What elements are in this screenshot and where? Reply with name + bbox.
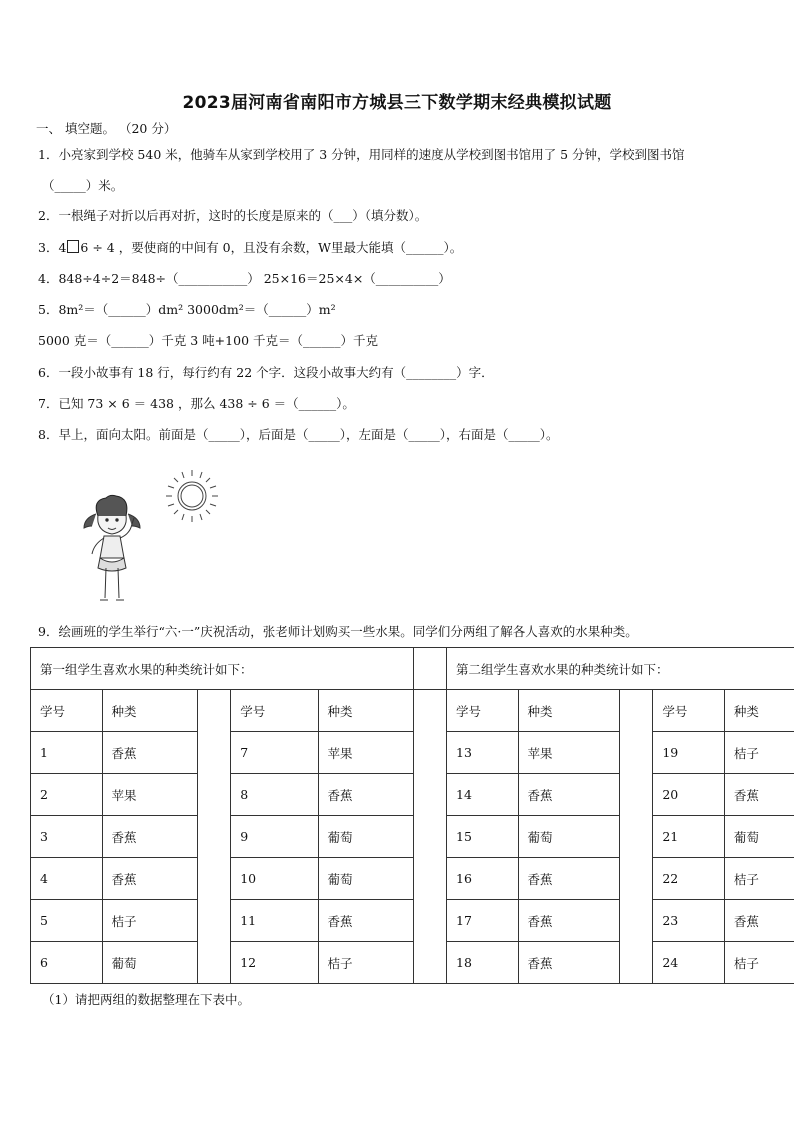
table-spacer [619, 690, 653, 984]
column-header-number: 学号 [447, 690, 519, 732]
question-5-line-2: 5000 克＝（______）千克 3 吨+100 千克＝（______）千克 [38, 333, 378, 348]
student-number: 21 [653, 816, 725, 858]
question-9: 9．绘画班的学生举行“六·一”庆祝活动，张老师计划购买一些水果。同学们分两组了解各人喜欢的水果种类。 [38, 624, 638, 639]
student-number: 9 [231, 816, 318, 858]
table-row [31, 732, 794, 774]
student-number: 22 [653, 858, 725, 900]
student-number: 12 [231, 942, 318, 984]
table-row [31, 942, 794, 984]
table-spacer [197, 690, 231, 984]
student-number: 6 [31, 942, 103, 984]
fruit-type: 桔子 [318, 942, 413, 984]
question-2: 2．一根绳子对折以后再对折，这时的长度是原来的（___）（填分数）。 [38, 208, 428, 223]
question-1-line-1: 1．小亮家到学校 540 米，他骑车从家到学校用了 3 分钟，用同样的速度从学校到图书馆用了 5 分钟，学校到图书馆 [38, 147, 685, 162]
student-number: 4 [31, 858, 103, 900]
fruit-type: 香蕉 [318, 900, 413, 942]
column-header-number: 学号 [653, 690, 725, 732]
page-title: 2023届河南省南阳市方城县三下数学期末经典模拟试题 [182, 93, 612, 113]
sun-icon [166, 470, 218, 522]
fruit-type: 香蕉 [318, 774, 413, 816]
section-heading: 一、 填空题。 （20 分） [36, 121, 177, 136]
fruit-type: 桔子 [724, 858, 794, 900]
fruit-type: 香蕉 [724, 774, 794, 816]
table-row [31, 900, 794, 942]
group-1-title: 第一组学生喜欢水果的种类统计如下： [31, 648, 414, 690]
table-spacer [413, 690, 446, 984]
student-number: 15 [447, 816, 519, 858]
blank-box-icon [67, 240, 79, 253]
column-header-type: 种类 [518, 690, 619, 732]
question-8: 8．早上，面向太阳。前面是（_____），后面是（_____），左面是（_____），右面是（_____）。 [38, 427, 559, 442]
fruit-type: 桔子 [102, 900, 197, 942]
student-number: 10 [231, 858, 318, 900]
table-row [31, 774, 794, 816]
table-spacer [413, 648, 446, 690]
fruit-type: 葡萄 [518, 816, 619, 858]
question-6: 6．一段小故事有 18 行，每行约有 22 个字．这段小故事大约有（________）字． [38, 365, 494, 380]
student-number: 23 [653, 900, 725, 942]
student-number: 1 [31, 732, 103, 774]
student-number: 24 [653, 942, 725, 984]
column-header-type: 种类 [318, 690, 413, 732]
column-header-number: 学号 [231, 690, 318, 732]
student-number: 19 [653, 732, 725, 774]
fruit-type: 桔子 [724, 732, 794, 774]
student-number: 2 [31, 774, 103, 816]
student-number: 20 [653, 774, 725, 816]
student-number: 18 [447, 942, 519, 984]
student-number: 13 [447, 732, 519, 774]
group-2-title: 第二组学生喜欢水果的种类统计如下： [447, 648, 794, 690]
fruit-type: 香蕉 [724, 900, 794, 942]
fruit-type: 香蕉 [102, 732, 197, 774]
student-number: 14 [447, 774, 519, 816]
fruit-type: 香蕉 [518, 942, 619, 984]
question-5-line-1: 5．8m²＝（______）dm² 3000dm²＝（______）m² [38, 302, 336, 317]
fruit-type: 桔子 [724, 942, 794, 984]
fruit-type: 苹果 [518, 732, 619, 774]
student-number: 5 [31, 900, 103, 942]
column-header-type: 种类 [102, 690, 197, 732]
question-3-suffix: 6 ÷ 4 ，要使商的中间有 0，且没有余数，W里最大能填（______）。 [80, 240, 463, 255]
table-row [31, 858, 794, 900]
girl-and-sun-illustration [38, 462, 234, 614]
question-3 [38, 240, 462, 256]
column-header-number: 学号 [31, 690, 103, 732]
question-7: 7．已知 73 × 6 ＝ 438 ，那么 438 ÷ 6 ＝（______）。 [38, 396, 355, 411]
table-header-row [31, 690, 794, 732]
sub-question-1: （1）请把两组的数据整理在下表中。 [42, 992, 250, 1007]
student-number: 8 [231, 774, 318, 816]
student-number: 16 [447, 858, 519, 900]
fruit-type: 葡萄 [318, 816, 413, 858]
fruit-type: 葡萄 [102, 942, 197, 984]
girl-figure [84, 495, 140, 600]
student-number: 11 [231, 900, 318, 942]
student-number: 17 [447, 900, 519, 942]
question-1-line-2: （_____）米。 [42, 178, 124, 193]
fruit-type: 香蕉 [518, 774, 619, 816]
fruit-type: 香蕉 [518, 900, 619, 942]
student-number: 3 [31, 816, 103, 858]
fruit-type: 葡萄 [724, 816, 794, 858]
fruit-survey-table [30, 647, 794, 984]
fruit-type: 苹果 [318, 732, 413, 774]
fruit-type: 香蕉 [102, 816, 197, 858]
fruit-type: 葡萄 [318, 858, 413, 900]
table-row [31, 816, 794, 858]
fruit-type: 苹果 [102, 774, 197, 816]
student-number: 7 [231, 732, 318, 774]
fruit-type: 香蕉 [102, 858, 197, 900]
question-3-prefix: 3．4 [38, 240, 67, 255]
question-4: 4．848÷4÷2＝848÷（___________） 25×16＝25×4×（__________） [38, 271, 451, 286]
fruit-type: 香蕉 [518, 858, 619, 900]
column-header-type: 种类 [724, 690, 794, 732]
